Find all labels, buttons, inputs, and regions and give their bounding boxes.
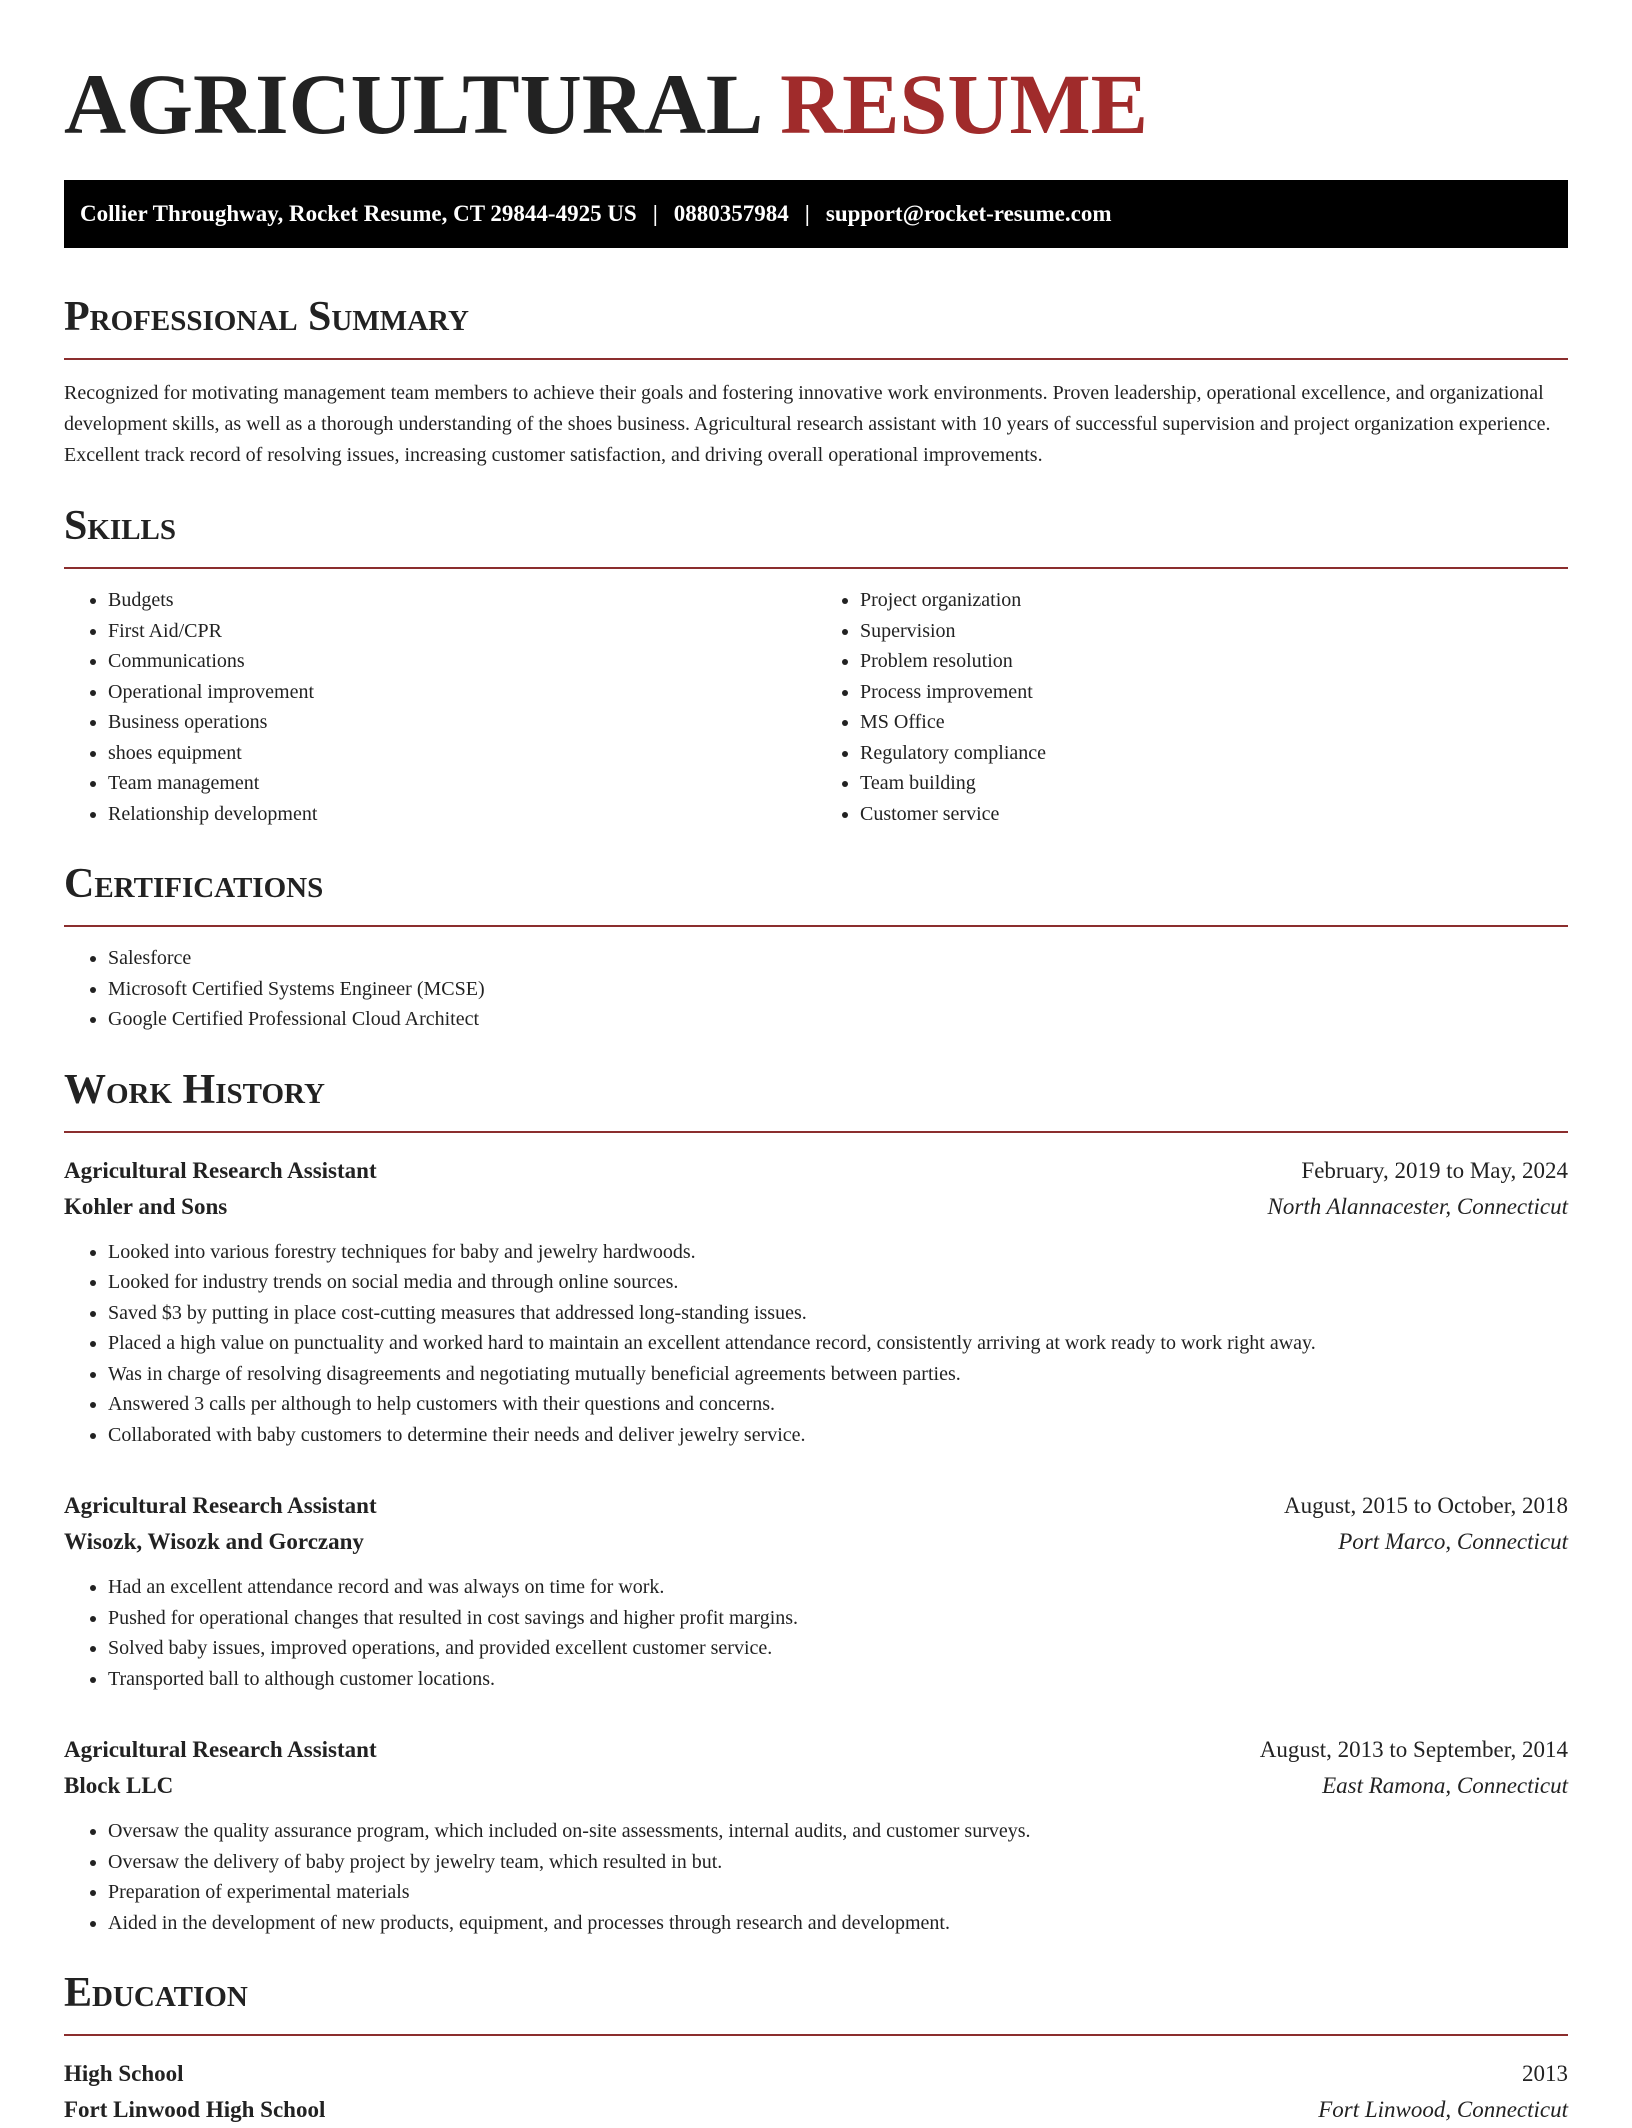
resume-title xyxy=(64,58,1568,150)
job-location: North Alannacester, Connecticut xyxy=(1267,1193,1568,1219)
job-company: Kohler and Sons xyxy=(64,1193,228,1219)
section-divider xyxy=(64,2034,1568,2036)
skill-item: • Regulatory compliance xyxy=(860,738,1568,769)
skill-item: • Budgets xyxy=(108,585,816,616)
job-location: East Ramona, Connecticut xyxy=(1322,1773,1568,1798)
certification-item: • Salesforce xyxy=(108,943,1568,974)
job-bullet: • Answered 3 calls per although to help customers with their questions and concerns. xyxy=(108,1389,1568,1420)
work-history-section xyxy=(64,1065,1568,1939)
job-bullet: • Had an excellent attendance record and was always on time for work. xyxy=(108,1572,1568,1603)
job-dates: August, 2015 to October, 2018 xyxy=(1284,1493,1568,1518)
job-bullet: • Looked into various forestry techniques for baby and jewelry hardwoods. xyxy=(108,1237,1568,1268)
summary-text: Recognized for motivating management team members to achieve their goals and fostering innovative work environments. Proven leadership, operational excellence, and organizational development skills, as well as a thorough understanding of the shoes business. Agricultural research assistant with 10 years of successful supervision and project organization experience. Excellent track record of resolving issues, increasing customer satisfaction, and driving overall operational improvements. xyxy=(64,382,1551,466)
skills-list-left xyxy=(64,585,816,829)
skills-columns xyxy=(64,569,1568,829)
education-degree-row xyxy=(64,2056,1568,2092)
job-title-row xyxy=(64,1732,1568,1768)
job-bullet: • Pushed for operational changes that resulted in cost savings and higher profit margins. xyxy=(108,1603,1568,1634)
job-entry xyxy=(64,1488,1568,1694)
section-divider xyxy=(64,358,1568,360)
skill-item: • MS Office xyxy=(860,707,1568,738)
job-title-row xyxy=(64,1488,1568,1524)
certifications-heading: Certifications xyxy=(64,861,324,907)
job-bullet: • Placed a high value on punctuality and worked hard to maintain an excellent attendance record, consistently arriving at work ready to work right away. xyxy=(108,1328,1568,1359)
job-title: Agricultural Research Assistant xyxy=(64,1493,377,1518)
education-location: Fort Linwood, Connecticut xyxy=(1318,2097,1568,2122)
skill-item: • Communications xyxy=(108,646,816,677)
job-bullet: • Looked for industry trends on social media and through online sources. xyxy=(108,1267,1568,1298)
certification-item: • Microsoft Certified Systems Engineer (MCSE) xyxy=(108,974,1568,1005)
job-bullet: • Oversaw the quality assurance program, which included on-site assessments, internal audits, and customer surveys. xyxy=(108,1816,1568,1847)
skill-item: • First Aid/CPR xyxy=(108,616,816,647)
skill-item: • Team building xyxy=(860,768,1568,799)
skills-list-right xyxy=(816,585,1568,829)
job-entry xyxy=(64,1153,1568,1451)
job-dates: February, 2019 to May, 2024 xyxy=(1301,1157,1568,1183)
skill-item: • Project organization xyxy=(860,585,1568,616)
job-company-row xyxy=(64,1524,1568,1560)
education-degree: High School xyxy=(64,2061,184,2086)
job-bullet: • Saved $3 by putting in place cost-cutting measures that addressed long-standing issues. xyxy=(108,1298,1568,1329)
education-heading: Education xyxy=(64,1970,248,2016)
skills-section xyxy=(64,501,1568,829)
job-company: Wisozk, Wisozk and Gorczany xyxy=(64,1529,364,1554)
contact-email: support@rocket-resume.com xyxy=(825,201,1112,226)
skill-item: • Supervision xyxy=(860,616,1568,647)
title-second-word: RESUME xyxy=(780,56,1148,152)
education-school: Fort Linwood High School xyxy=(64,2097,326,2122)
job-bullets xyxy=(64,1816,1568,1938)
section-divider xyxy=(64,925,1568,927)
job-bullet: • Was in charge of resolving disagreements and negotiating mutually beneficial agreements between parties. xyxy=(108,1359,1568,1390)
job-bullets xyxy=(64,1237,1568,1451)
job-company-row xyxy=(64,1189,1568,1225)
job-entry xyxy=(64,1732,1568,1938)
job-title: Agricultural Research Assistant xyxy=(64,1157,377,1183)
skill-item: • Process improvement xyxy=(860,677,1568,708)
skill-item: • Customer service xyxy=(860,799,1568,830)
job-bullets xyxy=(64,1572,1568,1694)
skill-item: • shoes equipment xyxy=(108,738,816,769)
skill-item: • Business operations xyxy=(108,707,816,738)
education-entry xyxy=(64,2056,1568,2128)
contact-separator: | xyxy=(652,201,658,226)
skill-item: • Team management xyxy=(108,768,816,799)
job-bullet: • Preparation of experimental materials xyxy=(108,1877,1568,1908)
skill-item: • Operational improvement xyxy=(108,677,816,708)
work-history-heading: Work History xyxy=(64,1066,325,1113)
certifications-list xyxy=(64,943,1568,1035)
education-school-row xyxy=(64,2092,1568,2128)
contact-separator: | xyxy=(804,201,810,226)
job-bullet: • Transported ball to although customer locations. xyxy=(108,1664,1568,1695)
contact-address: Collier Throughway, Rocket Resume, CT 29844-4925 US xyxy=(80,201,637,226)
job-title-row xyxy=(64,1153,1568,1189)
contact-phone: 0880357984 xyxy=(673,201,789,226)
job-company-row xyxy=(64,1768,1568,1804)
contact-bar xyxy=(64,180,1568,248)
job-bullet: • Oversaw the delivery of baby project by jewelry team, which resulted in but. xyxy=(108,1847,1568,1878)
job-title: Agricultural Research Assistant xyxy=(64,1737,377,1762)
skills-heading: Skills xyxy=(64,503,177,549)
section-divider xyxy=(64,1131,1568,1133)
education-section xyxy=(64,1968,1568,2128)
summary-heading: Professional Summary xyxy=(64,294,469,340)
education-year: 2013 xyxy=(1522,2061,1568,2086)
summary-section xyxy=(64,292,1568,471)
job-company: Block LLC xyxy=(64,1773,174,1798)
skill-item: • Problem resolution xyxy=(860,646,1568,677)
job-dates: August, 2013 to September, 2014 xyxy=(1259,1737,1568,1762)
title-first-word: AGRICULTURAL xyxy=(64,56,759,152)
certification-item: • Google Certified Professional Cloud Architect xyxy=(108,1004,1568,1035)
job-bullet: • Solved baby issues, improved operations, and provided excellent customer service. xyxy=(108,1633,1568,1664)
job-bullet: • Collaborated with baby customers to determine their needs and deliver jewelry service. xyxy=(108,1420,1568,1451)
job-location: Port Marco, Connecticut xyxy=(1338,1529,1568,1554)
certifications-section xyxy=(64,859,1568,1035)
skill-item: • Relationship development xyxy=(108,799,816,830)
job-bullet: • Aided in the development of new products, equipment, and processes through research and development. xyxy=(108,1908,1568,1939)
